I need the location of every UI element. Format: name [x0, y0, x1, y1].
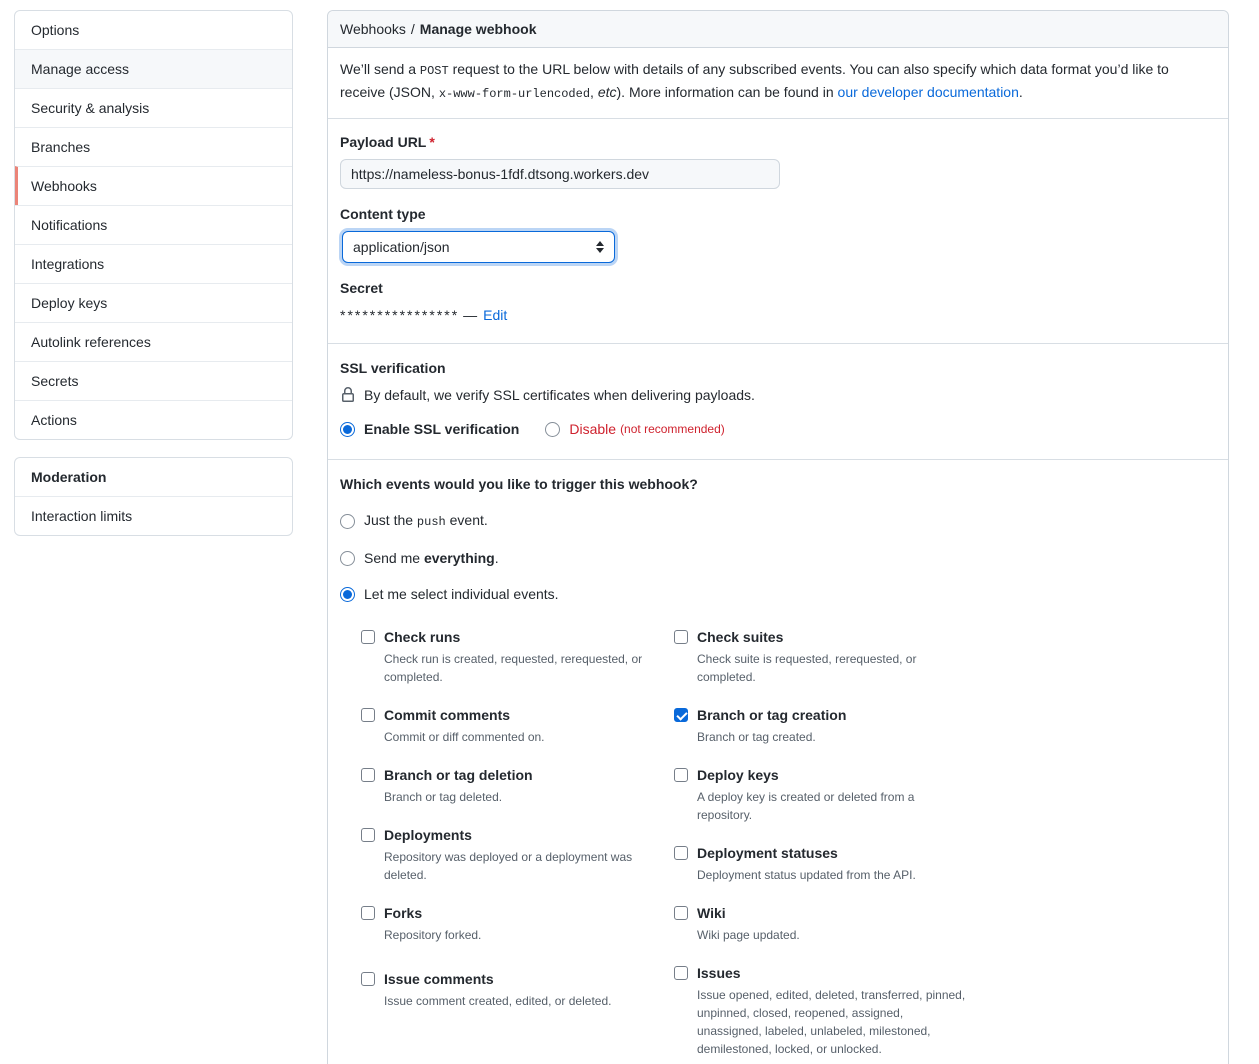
event-item-forks	[361, 904, 674, 944]
event-head-deployment-statuses[interactable]	[674, 844, 987, 862]
option-just-push-label[interactable]	[364, 510, 488, 532]
option-push-code: push	[416, 515, 446, 529]
sidebar-item-interaction-limits[interactable]: Interaction limits	[15, 496, 292, 535]
event-item-commit-comments	[361, 706, 674, 746]
checkbox-commit-comments[interactable]	[361, 708, 375, 722]
page-title: Manage webhook	[419, 21, 537, 37]
intro-text-2: request to the URL below with details of any subscribed events. You can also specify which data format you’d like to receive (JSON,	[340, 61, 1169, 100]
option-everything-bold: everything	[423, 550, 495, 566]
radio-disable-ssl[interactable]	[545, 422, 560, 437]
event-item-branch-tag-deletion	[361, 766, 674, 806]
event-head-issues[interactable]	[674, 964, 987, 982]
intro-code-urlencoded: x-www-form-urlencoded	[438, 87, 591, 101]
ssl-radio-row	[340, 419, 1216, 439]
checkbox-deploy-keys[interactable]	[674, 768, 688, 782]
sidebar-item-actions[interactable]: Actions	[15, 400, 292, 439]
event-label-deployment-statuses: Deployment statuses	[697, 845, 838, 861]
events-column-right	[674, 628, 987, 1064]
content-type-selected-value: application/json	[353, 239, 450, 255]
secret-edit-link[interactable]: Edit	[483, 307, 508, 323]
sidebar-item-options[interactable]: Options	[31, 22, 80, 38]
secret-label: Secret	[340, 280, 383, 296]
required-asterisk: *	[429, 134, 435, 150]
event-label-issue-comments: Issue comments	[384, 971, 494, 987]
option-just-push-row	[340, 510, 1216, 532]
checkbox-deployment-statuses[interactable]	[674, 846, 688, 860]
event-desc-check-suites: Check suite is requested, rerequested, or completed.	[697, 652, 917, 684]
intro-code-post: POST	[419, 64, 449, 78]
secret-masked-value: ****************	[340, 307, 460, 323]
event-head-deploy-keys[interactable]	[674, 766, 987, 784]
content-type-select[interactable]	[342, 231, 615, 263]
event-item-wiki	[674, 904, 987, 944]
event-desc-branch-tag-deletion: Branch or tag deleted.	[384, 790, 503, 804]
radio-send-everything[interactable]	[340, 551, 355, 566]
events-question: Which events would you like to trigger this webhook?	[340, 476, 698, 492]
ssl-verification-section	[328, 344, 1228, 460]
radio-enable-ssl[interactable]	[340, 422, 355, 437]
event-head-check-runs[interactable]	[361, 628, 674, 646]
events-checkbox-grid	[361, 628, 1216, 1064]
intro-text-3: ,	[590, 84, 598, 100]
event-item-deployment-statuses	[674, 844, 987, 884]
moderation-nav-box	[14, 457, 293, 536]
event-label-deploy-keys: Deploy keys	[697, 767, 779, 783]
checkbox-issues[interactable]	[674, 966, 688, 980]
disable-ssl-note: (not recommended)	[620, 422, 725, 436]
events-section	[328, 460, 1228, 1064]
lock-icon	[340, 387, 356, 403]
event-label-deployments: Deployments	[384, 827, 472, 843]
event-desc-check-runs: Check run is created, requested, rerequested, or completed.	[384, 652, 643, 684]
event-desc-wiki: Wiki page updated.	[697, 928, 800, 942]
checkbox-deployments[interactable]	[361, 828, 375, 842]
secret-value-row	[340, 305, 1216, 325]
webhook-intro-text	[328, 48, 1228, 119]
event-desc-issues: Issue opened, edited, deleted, transferred, pinned, unpinned, closed, reopened, assigned, unassigned, labeled, unlabeled, milestoned, demilestoned, locked, or unlocked.	[697, 988, 966, 1056]
sidebar-item-integrations[interactable]: Integrations	[15, 244, 292, 283]
event-desc-branch-tag-creation: Branch or tag created.	[697, 730, 816, 744]
option-push-text-2: event.	[445, 512, 488, 528]
ssl-note-text: By default, we verify SSL certificates when delivering payloads.	[364, 387, 755, 403]
content-type-group	[340, 206, 1216, 263]
enable-ssl-label[interactable]: Enable SSL verification	[364, 421, 520, 437]
checkbox-forks[interactable]	[361, 906, 375, 920]
event-label-issues: Issues	[697, 965, 741, 981]
option-individual-row	[340, 584, 1216, 604]
event-head-issue-comments[interactable]	[361, 970, 674, 988]
option-everything-label[interactable]	[364, 548, 499, 568]
checkbox-check-runs[interactable]	[361, 630, 375, 644]
intro-text-5: .	[1018, 84, 1023, 100]
disable-ssl-label[interactable]: Disable	[569, 421, 617, 437]
webhook-form-section	[328, 119, 1228, 344]
option-everything-text-1: Send me	[364, 550, 424, 566]
secret-dash: —	[463, 307, 478, 323]
sidebar-item-manage-access[interactable]: Manage access	[15, 49, 292, 88]
webhook-panel	[327, 10, 1229, 1064]
radio-individual-events[interactable]	[340, 587, 355, 602]
event-desc-forks: Repository forked.	[384, 928, 482, 942]
event-head-wiki[interactable]	[674, 904, 987, 922]
intro-text-4: ). More information can be found in	[616, 84, 838, 100]
breadcrumb	[328, 11, 1228, 48]
event-desc-deployments: Repository was deployed or a deployment was deleted.	[384, 850, 633, 882]
events-column-left	[361, 628, 674, 1064]
event-desc-deployment-statuses: Deployment status updated from the API.	[697, 868, 916, 882]
developer-documentation-link[interactable]: our developer documentation	[837, 84, 1019, 100]
checkbox-wiki[interactable]	[674, 906, 688, 920]
payload-url-group	[340, 134, 1216, 189]
event-label-commit-comments: Commit comments	[384, 707, 511, 723]
radio-just-push[interactable]	[340, 514, 355, 529]
event-desc-issue-comments: Issue comment created, edited, or deleted.	[384, 994, 612, 1008]
event-item-check-runs	[361, 628, 674, 686]
event-desc-deploy-keys: A deploy key is created or deleted from a repository.	[697, 790, 915, 822]
option-individual-label[interactable]: Let me select individual events.	[364, 586, 559, 602]
event-item-issues	[674, 964, 987, 1058]
event-desc-commit-comments: Commit or diff commented on.	[384, 730, 545, 744]
event-head-commit-comments[interactable]	[361, 706, 674, 724]
payload-url-label	[340, 134, 1216, 150]
event-item-deployments	[361, 826, 674, 884]
content-type-label: Content type	[340, 206, 426, 222]
settings-nav-box	[14, 10, 293, 440]
option-everything-text-2: .	[494, 550, 499, 566]
checkbox-branch-or-tag-creation[interactable]	[674, 708, 688, 722]
sidebar-item-security-analysis[interactable]: Security & analysis	[15, 88, 292, 127]
event-label-check-runs: Check runs	[384, 629, 461, 645]
event-label-wiki: Wiki	[697, 905, 726, 921]
payload-url-input[interactable]	[340, 159, 780, 189]
intro-text-1: We’ll send a	[340, 61, 420, 77]
sidebar-item-autolink-references[interactable]: Autolink references	[15, 322, 292, 361]
ssl-note-row	[340, 387, 1216, 403]
event-head-check-suites[interactable]	[674, 628, 987, 646]
secret-group	[340, 280, 1216, 325]
sidebar-item-secrets[interactable]: Secrets	[15, 361, 292, 400]
checkbox-branch-or-tag-deletion[interactable]	[361, 768, 375, 782]
event-label-check-suites: Check suites	[697, 629, 784, 645]
settings-sidebar	[14, 10, 293, 553]
event-item-branch-tag-creation	[674, 706, 987, 746]
event-item-deploy-keys	[674, 766, 987, 824]
event-head-deployments[interactable]	[361, 826, 674, 844]
event-label-branch-tag-deletion: Branch or tag deletion	[384, 767, 533, 783]
event-head-branch-tag-creation[interactable]	[674, 706, 987, 724]
option-push-text-1: Just the	[364, 512, 417, 528]
sidebar-item-notifications[interactable]: Notifications	[15, 205, 292, 244]
sidebar-item-deploy-keys[interactable]: Deploy keys	[15, 283, 292, 322]
event-item-check-suites	[674, 628, 987, 686]
ssl-verification-heading: SSL verification	[340, 360, 446, 376]
checkbox-issue-comments[interactable]	[361, 972, 375, 986]
select-caret-icon	[596, 241, 604, 253]
breadcrumb-webhooks-link[interactable]: Webhooks	[340, 21, 406, 37]
event-label-branch-tag-creation: Branch or tag creation	[697, 707, 847, 723]
option-everything-row	[340, 548, 1216, 568]
event-item-issue-comments	[361, 970, 674, 1010]
breadcrumb-separator: /	[410, 21, 415, 37]
event-label-forks: Forks	[384, 905, 423, 921]
payload-url-label-text: Payload URL	[340, 134, 427, 150]
event-head-forks[interactable]	[361, 904, 674, 922]
checkbox-check-suites[interactable]	[674, 630, 688, 644]
sidebar-item-webhooks[interactable]: Webhooks	[15, 166, 292, 205]
event-head-branch-tag-deletion[interactable]	[361, 766, 674, 784]
sidebar-item-branches[interactable]: Branches	[15, 127, 292, 166]
intro-etc: etc	[597, 84, 617, 100]
moderation-section-header: Moderation	[31, 469, 107, 485]
